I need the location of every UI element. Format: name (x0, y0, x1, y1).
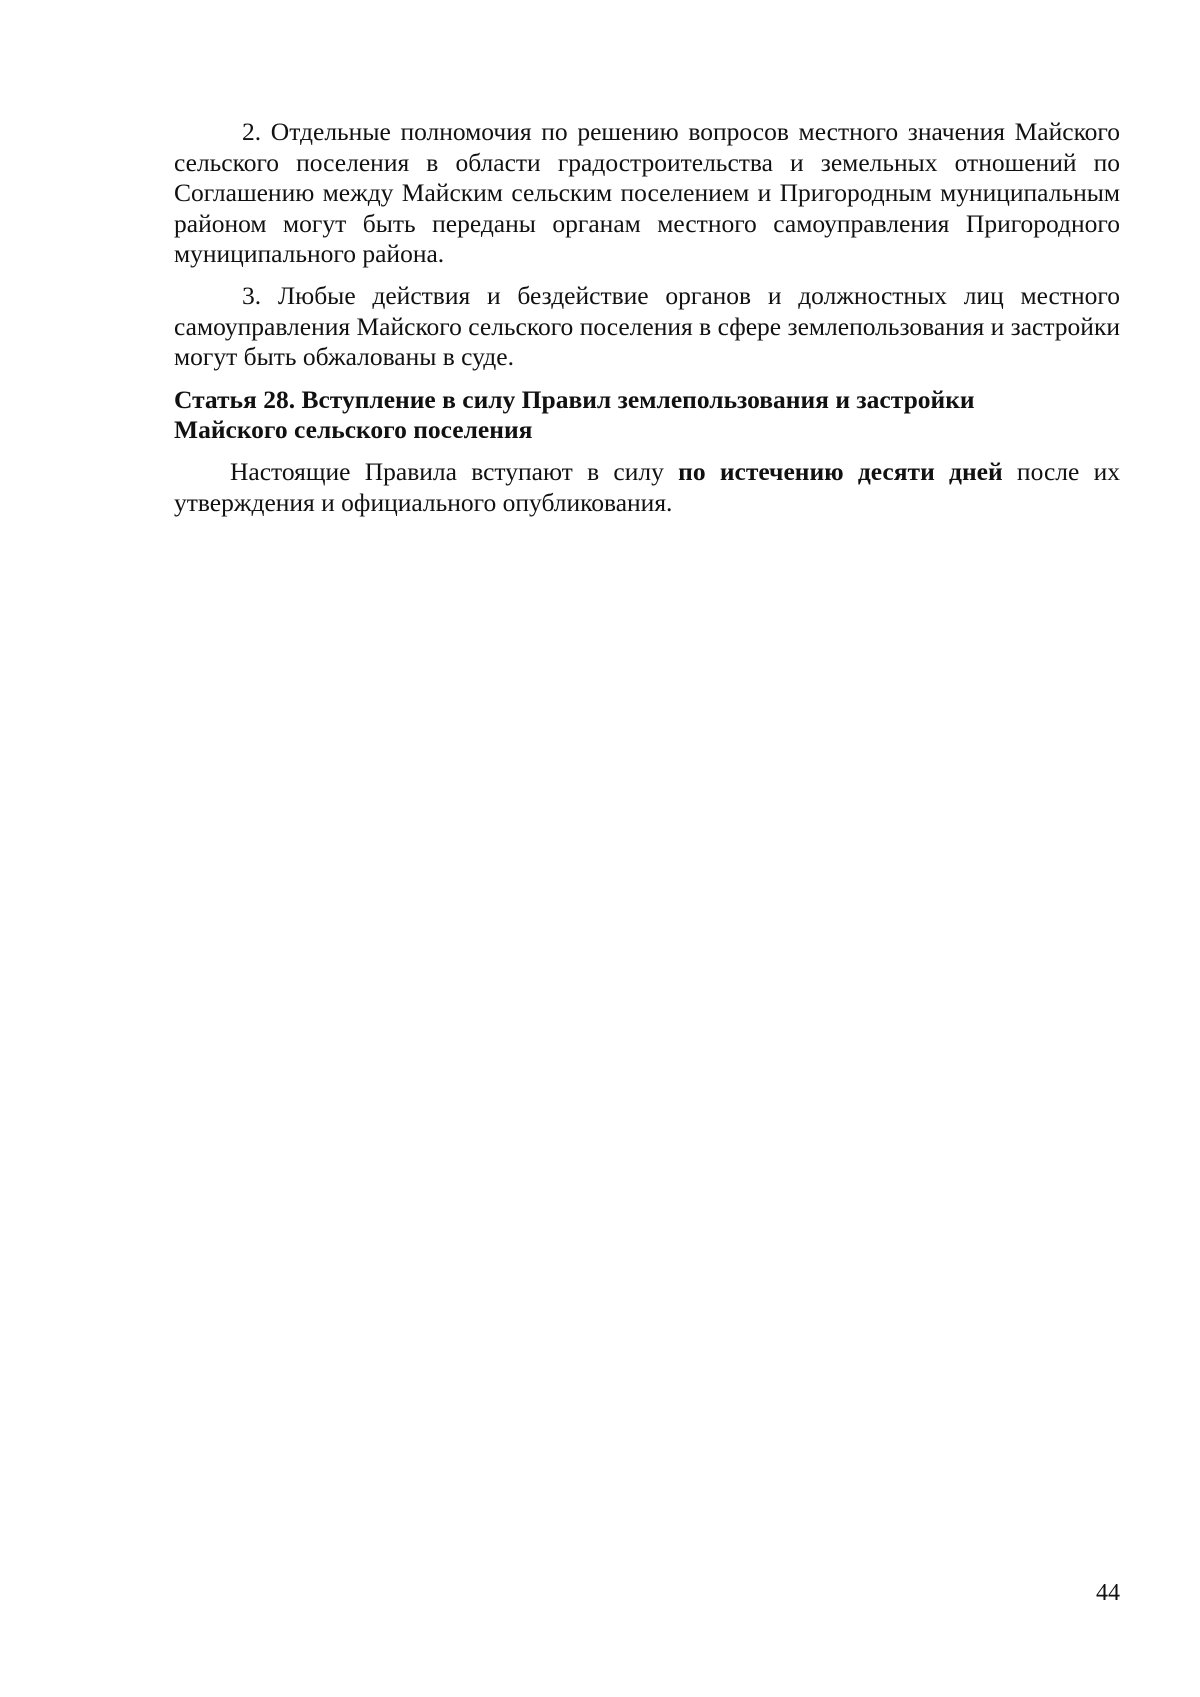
paragraph-2: 2. Отдельные полномочия по решению вопросов местного значения Майского сельского поселения в области градостроительства и земельных отношений по Соглашению между Майским сельским поселением и Пригородным муниципальным районом могут быть переданы органам местного самоуправления Пригородного муниципального района. (174, 117, 1120, 268)
article-28-heading (174, 385, 1120, 445)
final-paragraph-text-end: после их утверждения и официального опубликования. (174, 457, 1120, 517)
final-paragraph-text-start: Настоящие Правила вступают в силу (230, 457, 679, 486)
page-number: 44 (1096, 1580, 1120, 1606)
final-paragraph-bold-term: по истечению десяти дней (678, 457, 1003, 486)
article-heading-line-1: Статья 28. Вступление в силу Правил землепользования и застройки (174, 385, 975, 414)
article-heading-line-2: Майского сельского поселения (174, 415, 533, 444)
final-paragraph (174, 457, 1120, 518)
paragraph-3: 3. Любые действия и бездействие органов и должностных лиц местного самоуправления Майского сельского поселения в сфере землепользования и застройки могут быть обжалованы в суде. (174, 281, 1120, 371)
